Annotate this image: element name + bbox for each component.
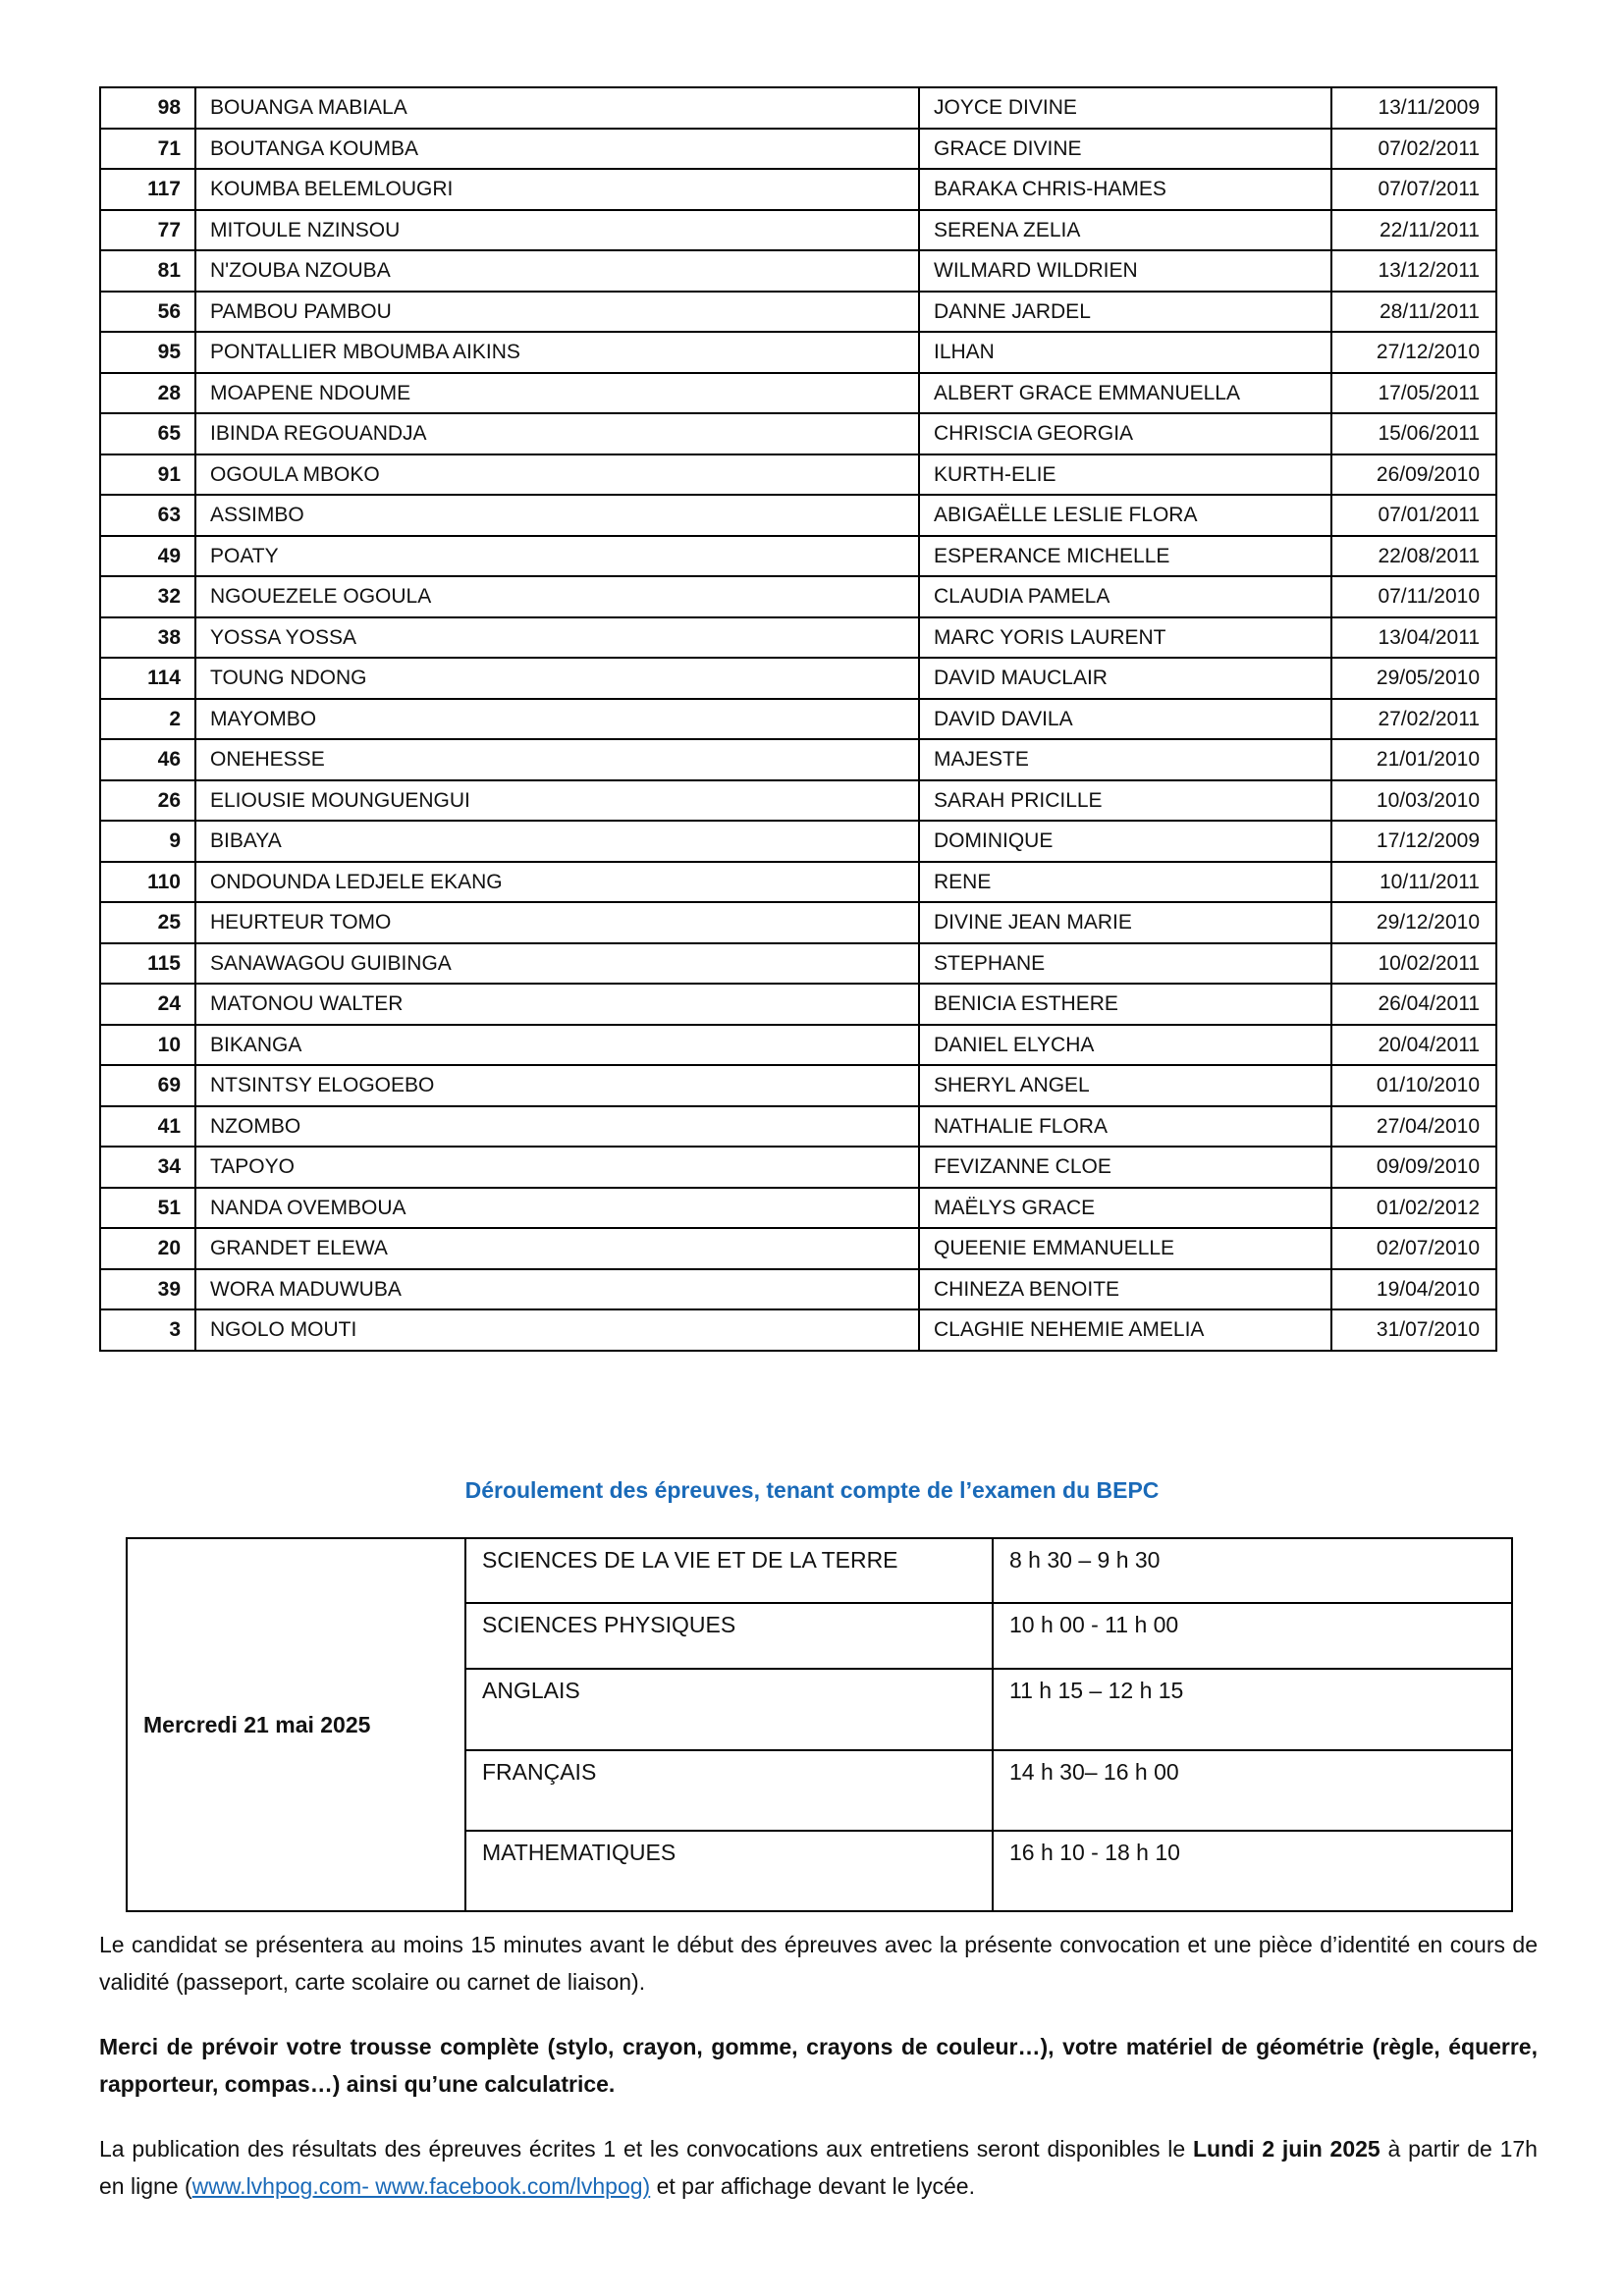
candidates-table <box>99 86 1497 1352</box>
candidate-first-name: BENICIA ESTHERE <box>919 984 1331 1025</box>
candidate-number: 51 <box>100 1188 195 1229</box>
candidate-birth-date: 10/03/2010 <box>1331 780 1496 822</box>
table-row <box>100 739 1496 780</box>
table-row <box>100 1228 1496 1269</box>
candidate-last-name: ONDOUNDA LEDJELE EKANG <box>195 862 919 903</box>
exam-time: 11 h 15 – 12 h 15 <box>993 1669 1512 1750</box>
candidate-birth-date: 22/08/2011 <box>1331 536 1496 577</box>
candidate-first-name: DAVID DAVILA <box>919 699 1331 740</box>
candidate-birth-date: 07/11/2010 <box>1331 576 1496 617</box>
candidate-birth-date: 21/01/2010 <box>1331 739 1496 780</box>
candidate-birth-date: 13/11/2009 <box>1331 87 1496 129</box>
candidate-last-name: KOUMBA BELEMLOUGRI <box>195 169 919 210</box>
candidate-last-name: NGOLO MOUTI <box>195 1309 919 1351</box>
table-row <box>100 1106 1496 1148</box>
candidate-last-name: SANAWAGOU GUIBINGA <box>195 943 919 985</box>
candidate-number: 69 <box>100 1065 195 1106</box>
candidate-birth-date: 01/02/2012 <box>1331 1188 1496 1229</box>
candidate-last-name: WORA MADUWUBA <box>195 1269 919 1310</box>
exam-day: Mercredi 21 mai 2025 <box>127 1538 465 1911</box>
candidate-last-name: BOUTANGA KOUMBA <box>195 129 919 170</box>
candidate-first-name: ESPERANCE MICHELLE <box>919 536 1331 577</box>
table-row <box>100 1147 1496 1188</box>
candidate-number: 25 <box>100 902 195 943</box>
candidate-first-name: SARAH PRICILLE <box>919 780 1331 822</box>
candidate-number: 95 <box>100 332 195 373</box>
candidate-number: 49 <box>100 536 195 577</box>
candidate-number: 41 <box>100 1106 195 1148</box>
candidate-birth-date: 17/05/2011 <box>1331 373 1496 414</box>
candidate-number: 115 <box>100 943 195 985</box>
candidate-number: 10 <box>100 1025 195 1066</box>
candidate-first-name: FEVIZANNE CLOE <box>919 1147 1331 1188</box>
candidate-first-name: ILHAN <box>919 332 1331 373</box>
candidate-birth-date: 29/12/2010 <box>1331 902 1496 943</box>
exam-subject: ANGLAIS <box>465 1669 993 1750</box>
candidate-first-name: CHINEZA BENOITE <box>919 1269 1331 1310</box>
candidate-birth-date: 07/07/2011 <box>1331 169 1496 210</box>
table-row <box>100 87 1496 129</box>
schedule-table <box>126 1537 1513 1912</box>
candidate-last-name: ASSIMBO <box>195 495 919 536</box>
table-row <box>100 780 1496 822</box>
candidate-number: 65 <box>100 413 195 454</box>
exam-time: 8 h 30 – 9 h 30 <box>993 1538 1512 1603</box>
exam-time: 14 h 30– 16 h 00 <box>993 1750 1512 1831</box>
candidate-number: 98 <box>100 87 195 129</box>
exam-time: 16 h 10 - 18 h 10 <box>993 1831 1512 1911</box>
table-row <box>100 821 1496 862</box>
schedule-heading: Déroulement des épreuves, tenant compte de l’examen du BEPC <box>464 1477 1160 1503</box>
candidate-first-name: NATHALIE FLORA <box>919 1106 1331 1148</box>
candidate-number: 114 <box>100 658 195 699</box>
candidate-number: 117 <box>100 169 195 210</box>
candidate-last-name: NGOUEZELE OGOULA <box>195 576 919 617</box>
candidate-last-name: NZOMBO <box>195 1106 919 1148</box>
candidate-first-name: MAJESTE <box>919 739 1331 780</box>
exam-subject: MATHEMATIQUES <box>465 1831 993 1911</box>
candidate-number: 63 <box>100 495 195 536</box>
candidate-last-name: IBINDA REGOUANDJA <box>195 413 919 454</box>
table-row <box>100 862 1496 903</box>
table-row <box>100 1065 1496 1106</box>
exam-subject: SCIENCES DE LA VIE ET DE LA TERRE <box>465 1538 993 1603</box>
candidate-first-name: MAËLYS GRACE <box>919 1188 1331 1229</box>
candidate-birth-date: 31/07/2010 <box>1331 1309 1496 1351</box>
candidates-table-body <box>100 87 1496 1351</box>
candidate-last-name: POATY <box>195 536 919 577</box>
candidate-birth-date: 19/04/2010 <box>1331 1269 1496 1310</box>
table-row <box>100 576 1496 617</box>
candidate-birth-date: 22/11/2011 <box>1331 210 1496 251</box>
candidate-first-name: ABIGAËLLE LESLIE FLORA <box>919 495 1331 536</box>
table-row <box>100 1269 1496 1310</box>
arrival-instructions: Le candidat se présentera au moins 15 minutes avant le début des épreuves avec la présente convocation et une pièce d’identité en cours de validité (passeport, carte scolaire ou carnet de liaison). <box>99 1932 1538 1995</box>
candidate-last-name: ONEHESSE <box>195 739 919 780</box>
candidate-last-name: ELIOUSIE MOUNGUENGUI <box>195 780 919 822</box>
candidate-first-name: SERENA ZELIA <box>919 210 1331 251</box>
candidate-last-name: BIBAYA <box>195 821 919 862</box>
table-row <box>100 373 1496 414</box>
results-date: Lundi 2 juin 2025 <box>1192 2136 1380 2162</box>
candidate-number: 26 <box>100 780 195 822</box>
candidate-birth-date: 02/07/2010 <box>1331 1228 1496 1269</box>
candidate-birth-date: 10/11/2011 <box>1331 862 1496 903</box>
candidate-birth-date: 15/06/2011 <box>1331 413 1496 454</box>
table-row <box>100 699 1496 740</box>
table-row <box>100 1188 1496 1229</box>
candidate-last-name: YOSSA YOSSA <box>195 617 919 659</box>
candidate-last-name: PONTALLIER MBOUMBA AIKINS <box>195 332 919 373</box>
candidate-birth-date: 27/04/2010 <box>1331 1106 1496 1148</box>
candidate-birth-date: 29/05/2010 <box>1331 658 1496 699</box>
candidate-number: 38 <box>100 617 195 659</box>
candidate-number: 39 <box>100 1269 195 1310</box>
candidate-first-name: CLAGHIE NEHEMIE AMELIA <box>919 1309 1331 1351</box>
candidate-birth-date: 27/02/2011 <box>1331 699 1496 740</box>
website-link[interactable]: www.lvhpog.com- www.facebook.com/lvhpog) <box>191 2173 651 2199</box>
candidate-birth-date: 28/11/2011 <box>1331 292 1496 333</box>
table-row <box>100 169 1496 210</box>
candidate-number: 3 <box>100 1309 195 1351</box>
equipment-instructions: Merci de prévoir votre trousse complète (stylo, crayon, gomme, crayons de couleur…), votre matériel de géométrie (règle, équerre, rapporteur, compas…) ainsi qu’une calculatrice. <box>99 2034 1538 2097</box>
candidate-birth-date: 26/04/2011 <box>1331 984 1496 1025</box>
candidate-last-name: N'ZOUBA NZOUBA <box>195 250 919 292</box>
table-row <box>100 902 1496 943</box>
candidate-last-name: TOUNG NDONG <box>195 658 919 699</box>
candidate-first-name: KURTH-ELIE <box>919 454 1331 496</box>
table-row <box>100 536 1496 577</box>
candidate-first-name: CLAUDIA PAMELA <box>919 576 1331 617</box>
exam-time: 10 h 00 - 11 h 00 <box>993 1603 1512 1669</box>
candidate-first-name: QUEENIE EMMANUELLE <box>919 1228 1331 1269</box>
candidate-number: 32 <box>100 576 195 617</box>
candidate-birth-date: 20/04/2011 <box>1331 1025 1496 1066</box>
candidate-first-name: WILMARD WILDRIEN <box>919 250 1331 292</box>
candidate-first-name: BARAKA CHRIS-HAMES <box>919 169 1331 210</box>
candidate-first-name: GRACE DIVINE <box>919 129 1331 170</box>
candidate-number: 9 <box>100 821 195 862</box>
candidate-number: 110 <box>100 862 195 903</box>
candidate-last-name: NANDA OVEMBOUA <box>195 1188 919 1229</box>
table-row <box>100 658 1496 699</box>
table-row <box>100 332 1496 373</box>
candidate-first-name: CHRISCIA GEORGIA <box>919 413 1331 454</box>
results-publication-notice <box>99 2130 1538 2205</box>
candidate-number: 77 <box>100 210 195 251</box>
candidate-number: 28 <box>100 373 195 414</box>
candidate-number: 2 <box>100 699 195 740</box>
candidate-first-name: DANNE JARDEL <box>919 292 1331 333</box>
candidate-first-name: DAVID MAUCLAIR <box>919 658 1331 699</box>
results-text-start: La publication des résultats des épreuves écrites 1 et les convocations aux entretiens seront disponibles le <box>99 2136 1193 2162</box>
candidate-first-name: RENE <box>919 862 1331 903</box>
candidate-last-name: TAPOYO <box>195 1147 919 1188</box>
candidate-last-name: BIKANGA <box>195 1025 919 1066</box>
table-row <box>100 617 1496 659</box>
schedule-row <box>127 1538 1512 1603</box>
candidate-birth-date: 07/01/2011 <box>1331 495 1496 536</box>
table-row <box>100 129 1496 170</box>
candidate-birth-date: 10/02/2011 <box>1331 943 1496 985</box>
candidate-number: 71 <box>100 129 195 170</box>
candidate-birth-date: 13/04/2011 <box>1331 617 1496 659</box>
candidate-first-name: ALBERT GRACE EMMANUELLA <box>919 373 1331 414</box>
candidate-number: 56 <box>100 292 195 333</box>
table-row <box>100 943 1496 985</box>
candidate-last-name: PAMBOU PAMBOU <box>195 292 919 333</box>
candidate-last-name: HEURTEUR TOMO <box>195 902 919 943</box>
candidate-first-name: MARC YORIS LAURENT <box>919 617 1331 659</box>
candidate-number: 20 <box>100 1228 195 1269</box>
candidate-number: 34 <box>100 1147 195 1188</box>
candidate-first-name: DOMINIQUE <box>919 821 1331 862</box>
candidate-birth-date: 07/02/2011 <box>1331 129 1496 170</box>
schedule-table-body <box>127 1538 1512 1911</box>
table-row <box>100 1309 1496 1351</box>
candidate-last-name: GRANDET ELEWA <box>195 1228 919 1269</box>
table-row <box>100 984 1496 1025</box>
candidate-last-name: MAYOMBO <box>195 699 919 740</box>
candidate-birth-date: 17/12/2009 <box>1331 821 1496 862</box>
table-row <box>100 292 1496 333</box>
candidate-last-name: MATONOU WALTER <box>195 984 919 1025</box>
candidate-first-name: SHERYL ANGEL <box>919 1065 1331 1106</box>
table-row <box>100 495 1496 536</box>
table-row <box>100 210 1496 251</box>
candidate-first-name: DANIEL ELYCHA <box>919 1025 1331 1066</box>
table-row <box>100 454 1496 496</box>
table-row <box>100 413 1496 454</box>
results-text-mid: à partir de 17h en ligne ( <box>99 2136 1538 2199</box>
candidate-number: 46 <box>100 739 195 780</box>
candidate-birth-date: 09/09/2010 <box>1331 1147 1496 1188</box>
table-row <box>100 250 1496 292</box>
results-text-end: et par affichage devant le lycée. <box>650 2173 975 2199</box>
candidate-last-name: MITOULE NZINSOU <box>195 210 919 251</box>
exam-subject: FRANÇAIS <box>465 1750 993 1831</box>
candidate-last-name: BOUANGA MABIALA <box>195 87 919 129</box>
candidate-number: 81 <box>100 250 195 292</box>
candidate-last-name: OGOULA MBOKO <box>195 454 919 496</box>
candidate-birth-date: 01/10/2010 <box>1331 1065 1496 1106</box>
exam-subject: SCIENCES PHYSIQUES <box>465 1603 993 1669</box>
candidate-last-name: NTSINTSY ELOGOEBO <box>195 1065 919 1106</box>
candidate-number: 91 <box>100 454 195 496</box>
candidate-birth-date: 26/09/2010 <box>1331 454 1496 496</box>
candidate-birth-date: 13/12/2011 <box>1331 250 1496 292</box>
candidate-birth-date: 27/12/2010 <box>1331 332 1496 373</box>
candidate-number: 24 <box>100 984 195 1025</box>
candidate-first-name: JOYCE DIVINE <box>919 87 1331 129</box>
candidate-last-name: MOAPENE NDOUME <box>195 373 919 414</box>
candidate-first-name: DIVINE JEAN MARIE <box>919 902 1331 943</box>
table-row <box>100 1025 1496 1066</box>
candidate-first-name: STEPHANE <box>919 943 1331 985</box>
